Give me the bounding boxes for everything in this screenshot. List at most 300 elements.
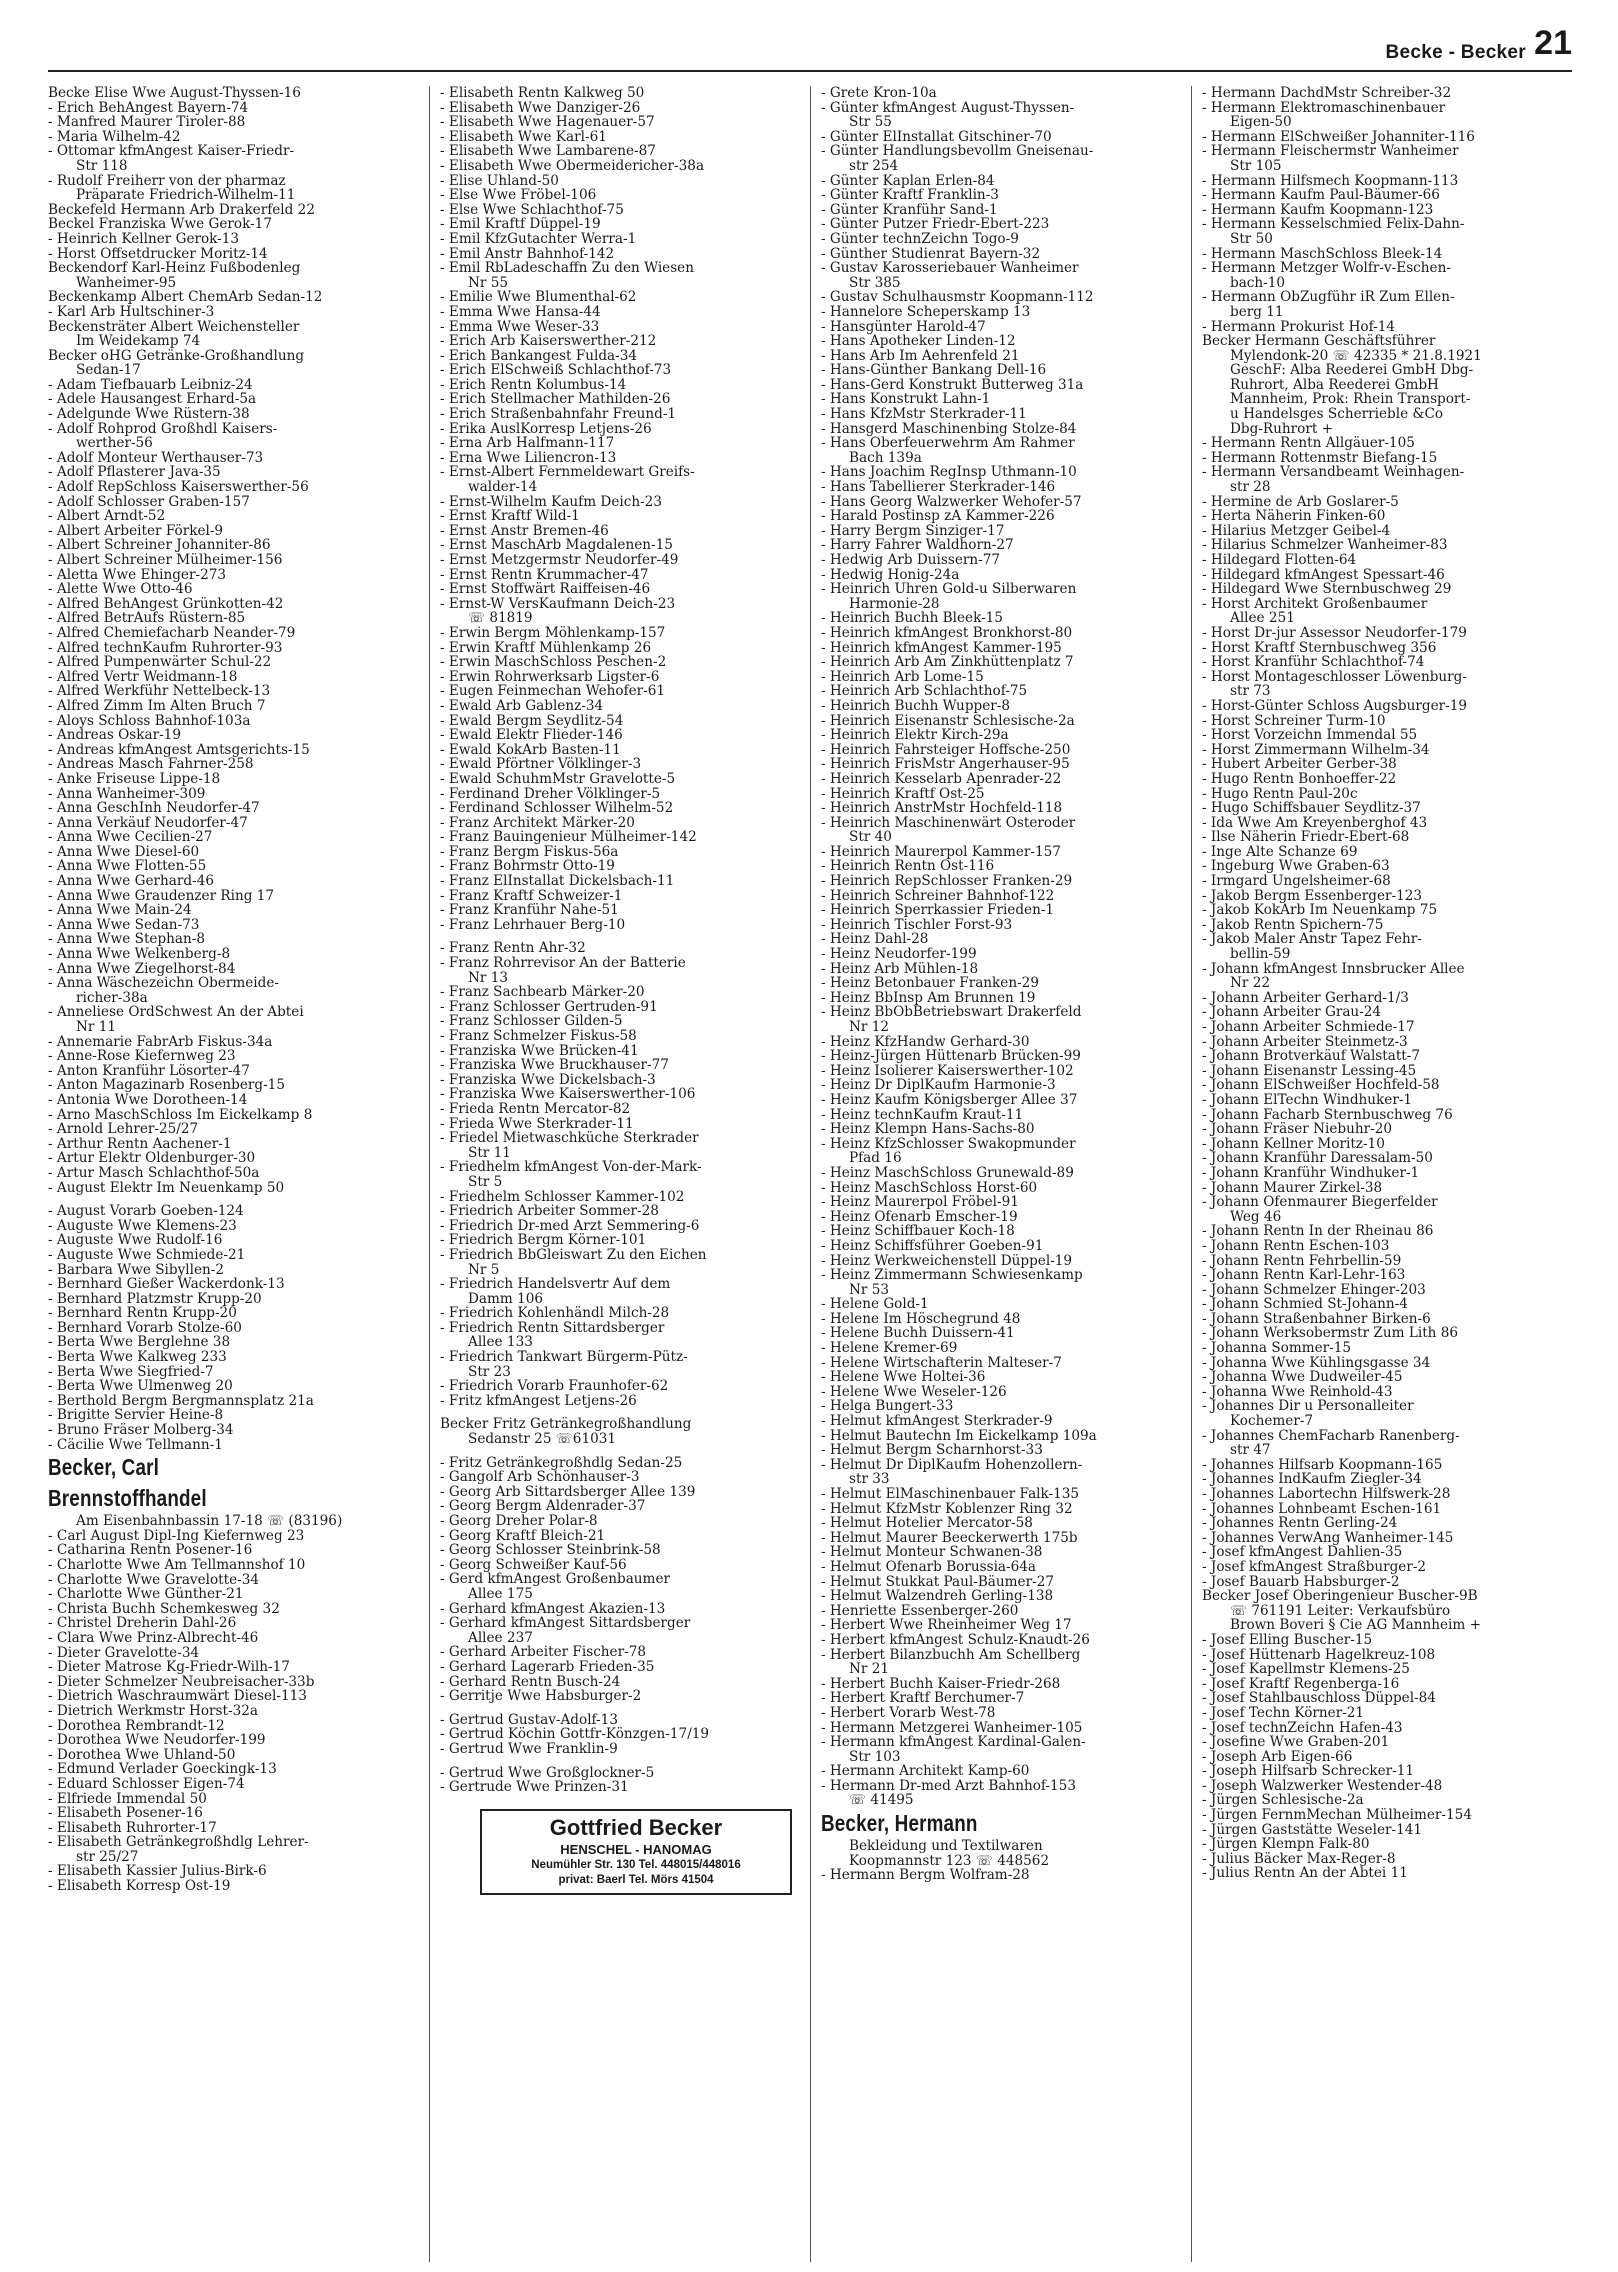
directory-entry: - Antonia Wwe Dorotheen-14 (48, 1091, 248, 1108)
directory-entry: - Auguste Wwe Schmiede-21 (48, 1246, 246, 1263)
directory-entry: - Hugo Rentn Bonhoeffer-22 (1202, 770, 1397, 787)
directory-entry: - Helene Buchh Duissern-41 (821, 1325, 1015, 1342)
directory-entry: - Karl Arb Hultschiner-3 (48, 303, 215, 320)
directory-entry: - Gertrud Köchin Gottfr-Könzgen-17/19 (440, 1726, 710, 1743)
directory-entry: - Johann Arbeiter Gerhard-1/3 (1202, 989, 1409, 1006)
directory-entry: - Anneliese OrdSchwest An der Abtei (48, 1004, 304, 1021)
directory-entry: - Johann Brotverkäuf Walstatt-7 (1202, 1048, 1420, 1065)
directory-entry: - Johannes ChemFacharb Ranenberg- (1202, 1427, 1460, 1444)
directory-entry: - Hermann Rottenmstr Biefang-15 (1202, 449, 1438, 466)
directory-entry: - Anna Verkäuf Neudorfer-47 (48, 814, 248, 831)
directory-entry: - Friedrich Tankwart Bürgerm-Pütz- (440, 1349, 688, 1366)
directory-entry: - Johann Straßenbahner Birken-6 (1202, 1310, 1431, 1327)
directory-entry: - Friedrich Dr-med Arzt Semmering-6 (440, 1217, 700, 1234)
directory-entry: - Johann ElTechn Windhuker-1 (1202, 1091, 1413, 1108)
directory-entry: - Gustav Karosseriebauer Wanheimer (821, 260, 1079, 277)
directory-entry: - Johann Ofenmaurer Biegerfelder (1202, 1194, 1438, 1211)
directory-entry: - Jürgen Klempn Falk-80 (1202, 1836, 1370, 1853)
directory-entry: - Ernst-Wilhelm Kaufm Deich-23 (440, 493, 662, 510)
directory-entry: - Heinz BbInsp Am Brunnen 19 (821, 989, 1036, 1006)
directory-entry: - Alfred Chemiefacharb Neander-79 (48, 624, 296, 641)
directory-entry: - Hugo Rentn Paul-20c (1202, 785, 1358, 802)
directory-entry: - Herbert Vorarb West-78 (821, 1704, 996, 1721)
directory-entry: - Franziska Wwe Dickelsbach-3 (440, 1071, 656, 1088)
directory-entry: - Hermann Hilfsmech Koopmann-113 (1202, 172, 1459, 189)
directory-entry: - Georg Arb Sittardsberger Allee 139 (440, 1483, 696, 1500)
directory-entry: - Jakob Maler Anstr Tapez Fehr- (1202, 931, 1422, 948)
directory-entry: - Johann Rentn Karl-Lehr-163 (1202, 1267, 1406, 1284)
entry-continuation: walder-14 (468, 479, 538, 496)
directory-entry: - Albert Schreiner Johanniter-86 (48, 537, 271, 554)
entry-continuation: Allee 133 (468, 1334, 533, 1351)
directory-entry: - Johanna Sommer-15 (1202, 1340, 1352, 1357)
directory-entry: - Horst Schreiner Turm-10 (1202, 712, 1386, 729)
directory-entry: - Adolf RepSchloss Kaiserswerther-56 (48, 479, 309, 496)
directory-entry: - Frieda Rentn Mercator-82 (440, 1100, 631, 1117)
directory-entry: - Johann ElSchweißer Hochfeld-58 (1202, 1077, 1440, 1094)
directory-entry: - Hermann DachdMstr Schreiber-32 (1202, 86, 1452, 101)
directory-entry: - Johann Kellner Moritz-10 (1202, 1135, 1385, 1152)
directory-entry: - Hermann MaschSchloss Bleek-14 (1202, 245, 1443, 262)
page-number: 21 (1534, 24, 1572, 62)
directory-entry: Becker oHG Getränke-Großhandlung (48, 347, 305, 364)
directory-entry: - Dieter Gravelotte-34 (48, 1644, 200, 1661)
directory-entry: - Albert Schreiner Mülheimer-156 (48, 552, 283, 568)
directory-entry: - Erna Arb Halfmann-117 (440, 435, 615, 452)
directory-entry: - Heinrich AnstrMstr Hochfeld-118 (821, 800, 1063, 817)
directory-entry: - Heinrich Arb Schlachthof-75 (821, 683, 1028, 700)
directory-entry: - Hermann Versandbeamt Weinhagen- (1202, 464, 1465, 481)
directory-entry: - Heinrich Elektr Kirch-29a (821, 727, 1009, 744)
directory-entry: - Hedwig Arb Duissern-77 (821, 552, 1001, 568)
directory-entry: - Erwin Kraftf Mühlenkamp 26 (440, 639, 652, 656)
directory-entry: - Heinrich Buchh Bleek-15 (821, 610, 1003, 627)
directory-entry: - Heinrich Schreiner Bahnhof-122 (821, 887, 1055, 904)
directory-entry: - Helga Bungert-33 (821, 1398, 954, 1415)
directory-entry: - Franz Sachbearb Märker-20 (440, 984, 645, 1001)
directory-entry: - Hermann Architekt Kamp-60 (821, 1763, 1030, 1780)
directory-entry: - Albert Arndt-52 (48, 508, 166, 525)
directory-entry: - Ilse Näherin Friedr-Ebert-68 (1202, 829, 1410, 846)
directory-entry: - Alfred Werkführ Nettelbeck-13 (48, 683, 271, 700)
entry-continuation: Allee 251 (1230, 610, 1295, 627)
directory-entry: Beckel Franziska Wwe Gerok-17 (48, 216, 272, 233)
entry-continuation: str 25/27 (76, 1848, 139, 1865)
directory-entry: - Jürgen Gaststätte Weseler-141 (1202, 1821, 1423, 1838)
display-subtitle: Brennstoffhandel (48, 1485, 207, 1512)
directory-entry: - Adolf Schlosser Graben-157 (48, 493, 250, 510)
entry-continuation: Präparate Friedrich-Wilhelm-11 (76, 187, 296, 204)
directory-entry: - Heinrich Eisenanstr Schlesische-2a (821, 712, 1075, 729)
directory-entry: - Gerd kfmAngest Großenbaumer (440, 1571, 670, 1588)
directory-entry: - Josef kfmAngest Straßburger-2 (1202, 1558, 1427, 1575)
directory-entry: - Josef Hüttenarb Hagelkreuz-108 (1202, 1646, 1436, 1663)
directory-entry: - Hermann Kaufm Paul-Bäumer-66 (1202, 187, 1440, 204)
entry-continuation: Str 103 (849, 1748, 901, 1765)
directory-entry: - Elisabeth Kassier Julius-Birk-6 (48, 1863, 267, 1880)
entry-continuation: Damm 106 (468, 1290, 544, 1307)
directory-entry: - Franz Schlosser Gertruden-91 (440, 998, 658, 1015)
entry-continuation: Str 385 (849, 274, 901, 291)
directory-entry: - Anke Friseuse Lippe-18 (48, 770, 221, 787)
directory-entry: - Alfred technKaufm Ruhrorter-93 (48, 639, 283, 656)
directory-entry: - Josef Kapellmstr Klemens-25 (1202, 1661, 1410, 1678)
directory-entry: - Emil KfzGutachter Werra-1 (440, 230, 637, 247)
entry-continuation: Str 118 (76, 157, 128, 174)
directory-entry: - Heinz Maurerpol Fröbel-91 (821, 1194, 1019, 1211)
directory-entry: - Anna Wwe Main-24 (48, 902, 192, 919)
entry-continuation: Kochemer-7 (1230, 1413, 1314, 1430)
directory-entry: - Johannes Labortechn Hilfswerk-28 (1202, 1486, 1451, 1502)
directory-entry: - Berta Wwe Kalkweg 233 (48, 1349, 227, 1366)
directory-entry: - Franz Bergm Fiskus-56a (440, 843, 619, 860)
directory-entry: - Eugen Feinmechan Wehofer-61 (440, 683, 666, 700)
directory-entry: - Julius Rentn An der Abtei 11 (1202, 1865, 1408, 1882)
directory-entry: - Franziska Wwe Bruckhauser-77 (440, 1057, 669, 1074)
directory-entry: - Friedrich BbGleiswart Zu den Eichen (440, 1246, 707, 1263)
ad-private-phone: privat: Baerl Tel. Mörs 41504 (558, 1873, 714, 1886)
directory-entry: - Auguste Wwe Klemens-23 (48, 1217, 237, 1234)
directory-entry: - Emil Anstr Bahnhof-142 (440, 245, 615, 262)
directory-entry: - Gangolf Arb Schönhauser-3 (440, 1469, 640, 1486)
directory-entry: - Alfred Pumpenwärter Schul-22 (48, 654, 272, 671)
directory-entry: - Franz Rohrrevisor An der Batterie (440, 955, 686, 972)
directory-entry: - Günter ElInstallat Gitschiner-70 (821, 128, 1052, 145)
entry-continuation: str 47 (1230, 1442, 1271, 1459)
directory-entry: - Franz Rentn Ahr-32 (440, 940, 586, 957)
directory-entry: - Harry Bergm Sinziger-17 (821, 522, 1005, 539)
directory-entry: - Helmut ElMaschinenbauer Falk-135 (821, 1486, 1080, 1502)
directory-entry: - Friedhelm Schlosser Kammer-102 (440, 1188, 685, 1205)
directory-entry: - Jakob Rentn Spichern-75 (1202, 916, 1384, 933)
directory-entry: - Heinrich Buchh Wupper-8 (821, 697, 1011, 714)
directory-entry: - Günter kfmAngest August-Thyssen- (821, 99, 1075, 116)
directory-entry: - Irmgard Ungelsheimer-68 (1202, 873, 1391, 890)
directory-entry: - Barbara Wwe Sibyllen-2 (48, 1261, 224, 1278)
directory-entry: - Hilarius Metzger Geibel-4 (1202, 522, 1391, 539)
directory-entry: - Günter Handlungsbevollm Gneisenau- (821, 143, 1094, 160)
directory-entry: - Helene Im Höschegrund 48 (821, 1310, 1021, 1327)
directory-entry: - Alfred BetrAufs Rüstern-85 (48, 610, 246, 627)
directory-entry: - Georg Bergm Aldenrader-37 (440, 1498, 646, 1515)
directory-entry: - Emil Kraftf Düppel-19 (440, 216, 601, 233)
directory-entry: - Ernst-Albert Fernmeldewart Greifs- (440, 464, 695, 481)
directory-entry: - Ewald Bergm Seydlitz-54 (440, 712, 624, 729)
directory-entry: - Heinrich Arb Lome-15 (821, 668, 984, 685)
directory-entry: - Elisabeth Korresp Ost-19 (48, 1878, 231, 1895)
directory-entry: - Günter Kraftf Franklin-3 (821, 187, 999, 204)
directory-entry: - Catharina Rentn Posener-16 (48, 1542, 253, 1559)
directory-entry: - Ernst Stoffwärt Raiffeisen-46 (440, 581, 651, 598)
directory-entry: - Georg Schweißer Kauf-56 (440, 1556, 627, 1573)
directory-entry: - Ferdinand Dreher Völklinger-5 (440, 785, 661, 802)
directory-entry: - Heinz Schiffsführer Goeben-91 (821, 1237, 1044, 1254)
entry-continuation: Mylendonk-20 ☏ 42335 * 21.8.1921 (1230, 347, 1482, 364)
directory-entry: - Ernst MaschArb Magdalenen-15 (440, 537, 673, 554)
directory-entry: - Helene Wirtschafterin Malteser-7 (821, 1354, 1062, 1371)
directory-entry: - Heinz technKaufm Kraut-11 (821, 1106, 1024, 1123)
directory-entry: - Ewald SchuhmMstr Gravelotte-5 (440, 770, 676, 787)
directory-entry: - Ernst Kraftf Wild-1 (440, 508, 580, 525)
directory-entry: - Hermann Metzgerei Wanheimer-105 (821, 1719, 1083, 1736)
directory-entry: - Julius Bäcker Max-Reger-8 (1202, 1850, 1396, 1867)
directory-entry: - Friedrich Rentn Sittardsberger (440, 1319, 665, 1336)
directory-entry: - Ewald Pförtner Völklinger-3 (440, 756, 642, 773)
directory-entry: - Heinz MaschSchloss Horst-60 (821, 1179, 1038, 1196)
directory-entry: - Hildegard kfmAngest Spessart-46 (1202, 566, 1445, 583)
directory-entry: - Heinz MaschSchloss Grunewald-89 (821, 1164, 1074, 1181)
display-line: Bekleidung und Textilwaren (849, 1838, 1043, 1855)
directory-entry: - Heinrich Tischler Forst-93 (821, 916, 1013, 933)
directory-entry: - Emil RbLadeschaffn Zu den Wiesen (440, 260, 694, 277)
directory-entry: - Johann Werksobermstr Zum Lith 86 (1202, 1325, 1459, 1342)
ad-name: Gottfried Becker (549, 1814, 723, 1840)
directory-entry: - Heinrich RepSchlosser Franken-29 (821, 873, 1073, 890)
entry-continuation: Wanheimer-95 (76, 274, 177, 291)
directory-entry: - Hansgerd Maschinenbing Stolze-84 (821, 420, 1077, 437)
directory-entry: - Berta Wwe Ulmenweg 20 (48, 1378, 233, 1395)
directory-entry: Beckensträter Albert Weichensteller (48, 318, 300, 335)
directory-column-3 (810, 86, 1191, 2262)
directory-entry: - Elisabeth Wwe Obermeidericher-38a (440, 157, 705, 174)
directory-entry: - Harald Postinsp zA Kammer-226 (821, 508, 1055, 525)
directory-entry: - Bernhard Gießer Wackerdonk-13 (48, 1276, 285, 1293)
directory-entry: - Emma Wwe Hansa-44 (440, 303, 601, 320)
directory-entry: - Cäcilie Wwe Tellmann-1 (48, 1436, 223, 1453)
directory-entry: - Elisabeth Wwe Hagenauer-57 (440, 114, 655, 131)
directory-entry: - Johannes Rentn Gerling-24 (1202, 1515, 1398, 1532)
directory-column-2 (429, 86, 810, 2262)
directory-entry: - Heinz Schiffbauer Koch-18 (821, 1223, 1015, 1240)
directory-entry: - Jürgen Schlesische-2a (1202, 1792, 1364, 1809)
directory-entry: - Gerritje Wwe Habsburger-2 (440, 1688, 642, 1705)
directory-entry: - Günter Kaplan Erlen-84 (821, 172, 995, 189)
directory-entry: - Elisabeth Wwe Karl-61 (440, 128, 607, 145)
directory-entry: - Helene Wwe Holtei-36 (821, 1369, 986, 1386)
directory-entry: - Joseph Hilfsarb Schrecker-11 (1202, 1763, 1415, 1780)
directory-entry: - Erwin Rohrwerksarb Ligster-6 (440, 668, 660, 685)
directory-entry: - Helmut Maurer Beeckerwerth 175b (821, 1529, 1078, 1546)
entry-continuation: Eigen-50 (1230, 114, 1292, 131)
directory-entry: - Günther Studienrat Bayern-32 (821, 245, 1041, 262)
directory-entry: - Josef Kraftf Regenberga-16 (1202, 1675, 1400, 1692)
directory-entry: - Adelgunde Wwe Rüstern-38 (48, 406, 250, 423)
directory-entry: - Johann Schmied St-Johann-4 (1202, 1296, 1408, 1313)
entry-continuation: bach-10 (1230, 274, 1286, 291)
directory-entry: - Friedrich Bergm Körner-101 (440, 1232, 647, 1249)
directory-entry: - Ewald KokArb Basten-11 (440, 741, 621, 758)
directory-entry: - Adele Hausangest Erhard-5a (48, 391, 257, 408)
directory-entry: - Johann Kranführ Daressalam-50 (1202, 1150, 1433, 1167)
directory-entry: - Hans Apotheker Linden-12 (821, 333, 1016, 350)
page-header (48, 26, 1572, 72)
directory-entry: - Heinrich Arb Am Zinkhüttenplatz 7 (821, 654, 1074, 671)
running-header-names: Becke - Becker (1385, 42, 1526, 63)
directory-entry: - Hermann ObZugführ iR Zum Ellen- (1202, 289, 1455, 306)
directory-entry: - Hermann Elektromaschinenbauer (1202, 99, 1446, 116)
directory-entry: - Johanna Wwe Dudweiler-45 (1202, 1369, 1403, 1386)
directory-entry: - Dorothea Wwe Uhland-50 (48, 1746, 236, 1763)
directory-entry: - Horst Montageschlosser Löwenburg- (1202, 668, 1467, 685)
directory-entry: - Eduard Schlosser Eigen-74 (48, 1775, 245, 1792)
directory-entry: - Franz Kraftf Schweizer-1 (440, 887, 623, 904)
directory-entry: - Ernst-W VersKaufmann Deich-23 (440, 595, 676, 612)
directory-entry: - Helmut Hotelier Mercator-58 (821, 1515, 1033, 1532)
directory-entry: - Anton Magazinarb Rosenberg-15 (48, 1077, 285, 1094)
directory-entry: - Anne-Rose Kiefernweg 23 (48, 1048, 236, 1065)
entry-continuation: Nr 22 (1230, 975, 1271, 992)
directory-entry: - Hermann Metzger Wolfr-v-Eschen- (1202, 260, 1451, 277)
directory-entry: - Anna Wwe Flotten-55 (48, 858, 207, 875)
directory-entry: - Johanna Wwe Kühlingsgasse 34 (1202, 1354, 1431, 1371)
directory-entry: - Anna Wwe Ziegelhorst-84 (48, 960, 236, 977)
directory-entry: - Ewald Elektr Flieder-146 (440, 727, 623, 744)
directory-entry: - Johannes IndKaufm Ziegler-34 (1202, 1471, 1422, 1488)
directory-entry: - Hermann Fleischermstr Wanheimer (1202, 143, 1459, 160)
entry-continuation: Nr 55 (468, 274, 509, 291)
directory-entry: - Emilie Wwe Blumenthal-62 (440, 289, 637, 306)
directory-entry: - Heinz Klempn Hans-Sachs-80 (821, 1121, 1035, 1138)
directory-entry: - Bernhard Platzmstr Krupp-20 (48, 1290, 262, 1307)
directory-entry: - Fritz kfmAngest Letjens-26 (440, 1392, 637, 1409)
directory-entry: - Hermann Rentn Allgäuer-105 (1202, 435, 1415, 452)
entry-continuation: str 33 (849, 1471, 890, 1488)
directory-entry: - Charlotte Wwe Am Tellmannshof 10 (48, 1557, 306, 1573)
directory-entry: - Edmund Verlader Goeckingk-13 (48, 1761, 277, 1778)
entry-continuation: Im Weidekamp 74 (76, 333, 201, 350)
directory-entry: - Helmut Walzendreh Gerling-138 (821, 1588, 1054, 1605)
directory-entry: - Erich Rentn Kolumbus-14 (440, 376, 627, 393)
directory-entry: - Helene Gold-1 (821, 1296, 929, 1313)
directory-entry: - Manfred Maurer Tiroler-88 (48, 114, 246, 131)
entry-continuation: str 28 (1230, 479, 1271, 496)
directory-entry: - Alfred BehAngest Grünkotten-42 (48, 595, 284, 612)
directory-entry: - Johann Arbeiter Grau-24 (1202, 1004, 1382, 1021)
directory-entry: - Heinrich Fahrsteiger Hoffsche-250 (821, 741, 1071, 758)
directory-entry: - Erwin Bergm Möhlenkamp-157 (440, 624, 666, 641)
entry-continuation: Str 40 (849, 829, 892, 846)
directory-entry: Becke Elise Wwe August-Thyssen-16 (48, 86, 301, 101)
directory-entry: - Alfred Zimm Im Alten Bruch 7 (48, 697, 266, 714)
directory-entry: - Johann Rentn Fehrbellin-59 (1202, 1252, 1402, 1269)
directory-entry: - Arthur Rentn Aachener-1 (48, 1135, 232, 1152)
directory-entry: - Bruno Fräser Molberg-34 (48, 1422, 234, 1439)
directory-entry: - Heinrich Maschinenwärt Osteroder (821, 814, 1076, 831)
directory-entry: - Gertrud Wwe Großglockner-5 (440, 1764, 655, 1781)
directory-entry: - Horst Vorzeichn Immendal 55 (1202, 727, 1418, 744)
directory-entry: - Heinrich Kellner Gerok-13 (48, 230, 240, 247)
directory-entry: - Friedel Mietwaschküche Sterkrader (440, 1130, 699, 1147)
directory-entry: - Anna Wwe Welkenberg-8 (48, 946, 231, 963)
entry-continuation: Sedanstr 25 ☏61031 (468, 1431, 617, 1448)
directory-entry: - Johann Maurer Zirkel-38 (1202, 1179, 1383, 1196)
directory-entry: - Gerhard kfmAngest Akazien-13 (440, 1600, 666, 1617)
directory-entry: - Heinrich kfmAngest Kammer-195 (821, 639, 1062, 656)
directory-entry: Becker Josef Oberingenieur Buscher-9B (1202, 1588, 1478, 1605)
directory-entry: - Friedrich Handelsvertr Auf dem (440, 1276, 671, 1293)
directory-entry: - Günter Kranführ Sand-1 (821, 201, 998, 218)
directory-entry: - Helmut Monteur Schwanen-38 (821, 1544, 1043, 1561)
directory-entry: - Helmut Dr DiplKaufm Hohenzollern- (821, 1456, 1083, 1473)
directory-entry: - Artur Elektr Oldenburger-30 (48, 1150, 256, 1167)
directory-entry: - Johann kfmAngest Innsbrucker Allee (1202, 960, 1465, 977)
directory-entry: - Gertrude Wwe Prinzen-31 (440, 1779, 629, 1796)
directory-entry: - Horst Kraftf Sternbuschweg 356 (1202, 639, 1437, 656)
directory-entry: - Friedrich Arbeiter Sommer-28 (440, 1203, 659, 1220)
directory-entry: - Ida Wwe Am Kreyenberghof 43 (1202, 814, 1428, 831)
entry-continuation: Harmonie-28 (849, 595, 940, 612)
directory-entry: - Hermann Kesselschmied Felix-Dahn- (1202, 216, 1465, 233)
directory-entry: - Elisabeth Posener-16 (48, 1805, 203, 1822)
directory-entry: - Inge Alte Schanze 69 (1202, 843, 1358, 860)
directory-entry: - Franz Bauingenieur Mülheimer-142 (440, 829, 697, 846)
directory-entry: - Günter technZeichn Togo-9 (821, 230, 1019, 247)
directory-entry: - Anna Wäschezeichn Obermeide- (48, 975, 279, 992)
directory-entry: - Gerhard Arbeiter Fischer-78 (440, 1644, 646, 1661)
directory-entry: - Helmut KfzMstr Koblenzer Ring 32 (821, 1500, 1073, 1517)
directory-entry: - Christa Buchh Schemkesweg 32 (48, 1600, 280, 1617)
directory-entry: - Horst-Günter Schloss Augsburger-19 (1202, 697, 1468, 714)
directory-entry: - Hildegard Flotten-64 (1202, 552, 1357, 568)
directory-entry: - Hermann ElSchweißer Johanniter-116 (1202, 128, 1475, 145)
directory-entry: - Johannes Dir u Personalleiter (1202, 1398, 1414, 1415)
directory-entry: - Anna Wwe Sedan-73 (48, 916, 200, 933)
entry-continuation: werther-56 (76, 435, 153, 452)
directory-entry: - Johannes VerwAng Wanheimer-145 (1202, 1529, 1454, 1546)
directory-entry: - Josef Techn Körner-21 (1202, 1704, 1365, 1721)
directory-entry: - Heinrich Sperrkassier Frieden-1 (821, 902, 1055, 919)
directory-entry: - Erich Straßenbahnfahr Freund-1 (440, 406, 677, 423)
directory-entry: - Horst Dr-jur Assessor Neudorfer-179 (1202, 624, 1467, 641)
directory-entry: - Johannes Hilfsarb Koopmann-165 (1202, 1456, 1443, 1473)
directory-entry: - Heinz Ofenarb Emscher-19 (821, 1208, 1018, 1225)
directory-entry: - Berthold Bergm Bergmannsplatz 21a (48, 1392, 314, 1409)
directory-entry: - Grete Kron-10a (821, 86, 937, 101)
directory-entry: - Erich Stellmacher Mathilden-26 (440, 391, 671, 408)
directory-entry: - Adolf Monteur Werthauser-73 (48, 449, 264, 466)
directory-entry: - Franz Schlosser Gilden-5 (440, 1013, 623, 1030)
directory-entry: - Helmut Bergm Scharnhorst-33 (821, 1442, 1043, 1459)
entry-continuation: Nr 21 (849, 1661, 890, 1678)
directory-entry: - Johann Eisenanstr Lessing-45 (1202, 1062, 1417, 1079)
directory-column-1 (48, 86, 429, 2262)
directory-entry: - Johann Schmelzer Ehinger-203 (1202, 1281, 1426, 1298)
directory-entry: - Horst Kranführ Schlachthof-74 (1202, 654, 1425, 671)
directory-entry: - Heinz Dahl-28 (821, 931, 929, 948)
directory-entry: - Anna Wwe Graudenzer Ring 17 (48, 887, 275, 904)
directory-entry: - Else Wwe Fröbel-106 (440, 187, 597, 204)
directory-entry: - Johann Fräser Niebuhr-20 (1202, 1121, 1393, 1138)
directory-entry: - Joseph Walzwerker Westender-48 (1202, 1777, 1443, 1794)
directory-entry: - Ferdinand Schlosser Wilhelm-52 (440, 800, 674, 817)
directory-entry: - Ernst Metzgermstr Neudorfer-49 (440, 552, 679, 568)
directory-entry: - Artur Masch Schlachthof-50a (48, 1164, 260, 1181)
directory-entry: - Dorothea Rembrandt-12 (48, 1717, 225, 1734)
directory-entry: - Erich Arb Kaiserswerther-212 (440, 333, 657, 350)
directory-entry: - Josef Elling Buscher-15 (1202, 1631, 1373, 1648)
directory-entry: - Carl August Dipl-Ing Kiefernweg 23 (48, 1527, 305, 1544)
directory-entry: - Helmut Bautechn Im Eickelkamp 109a (821, 1427, 1097, 1444)
entry-continuation: Str 23 (468, 1363, 511, 1380)
directory-entry: - Ernst Anstr Bremen-46 (440, 522, 609, 539)
directory-entry: - Albert Arbeiter Förkel-9 (48, 522, 224, 539)
directory-entry: - Hans Georg Walzwerker Wehofer-57 (821, 493, 1082, 510)
directory-entry: - Dieter Matrose Kg-Friedr-Wilh-17 (48, 1659, 290, 1676)
directory-entry: - Brigitte Servier Heine-8 (48, 1407, 224, 1424)
directory-entry: - Horst Zimmermann Wilhelm-34 (1202, 741, 1430, 758)
entry-continuation: Mannheim, Prok: Rhein Transport- (1230, 391, 1471, 408)
directory-entry: - Heinz KfzSchlosser Swakopmunder (821, 1135, 1076, 1152)
